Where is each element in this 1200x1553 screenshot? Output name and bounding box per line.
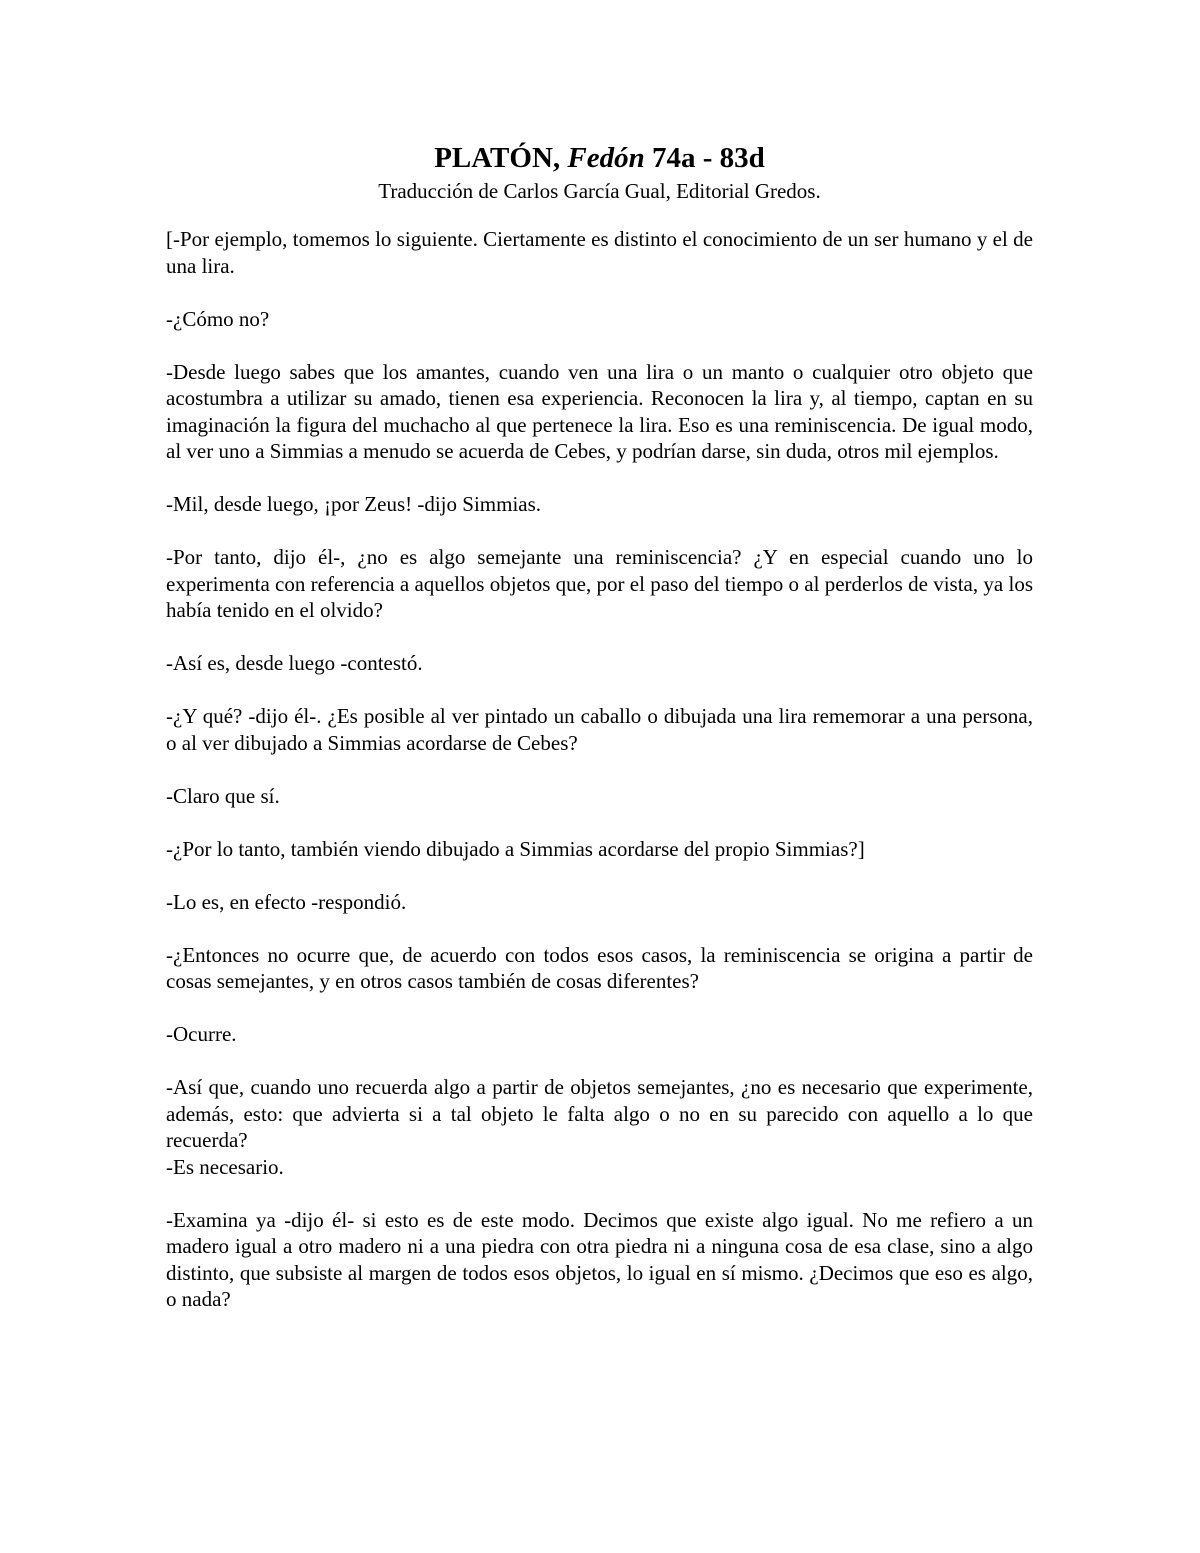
paragraph-13: -Así que, cuando uno recuerda algo a partir de objetos semejantes, ¿no es necesario que experimente, además, esto: que advierta si a tal objeto le falta algo o no en su parecido con aquello a lo que recuerda? — [166, 1075, 1033, 1152]
paragraph-4: -Mil, desde luego, ¡por Zeus! -dijo Simmias. — [166, 492, 542, 516]
title-reference: 74a - 83d — [644, 142, 765, 174]
paragraph-14: -Es necesario. — [166, 1154, 284, 1179]
document-subtitle: Traducción de Carlos García Gual, Editorial Gredos. — [378, 179, 821, 203]
paragraph-3: -Desde luego sabes que los amantes, cuando ven una lira o un manto o cualquier otro objeto que acostumbra a utilizar su amado, tienen esa experiencia. Reconocen la lira y, al tiempo, captan en su imaginación la figura del muchacho al que pertenece la lira. Eso es una reminiscencia. De igual modo, al ver uno a Simmias a menudo se acuerda de Cebes, y podrían darse, sin duda, otros mil ejemplos. — [166, 359, 1033, 463]
paragraph-12: -Ocurre. — [166, 1022, 237, 1046]
paragraph-8: -Claro que sí. — [166, 783, 280, 808]
paragraph-9: -¿Por lo tanto, también viendo dibujado a Simmias acordarse del propio Simmias?] — [166, 836, 865, 861]
paragraph-1: [-Por ejemplo, tomemos lo siguiente. Ciertamente es distinto el conocimiento de un ser humano y el de una lira. — [166, 227, 1033, 278]
title-work: Fedón — [567, 142, 645, 174]
title-author: PLATÓN, — [434, 142, 568, 174]
paragraph-5: -Por tanto, dijo él-, ¿no es algo semejante una reminiscencia? ¿Y en especial cuando uno lo experimenta con referencia a aquellos objetos que, por el paso del tiempo o al perderlos de vista, ya los había tenido en el olvido? — [166, 545, 1033, 622]
paragraph-7: -¿Y qué? -dijo él-. ¿Es posible al ver pintado un caballo o dibujada una lira rememorar a una persona, o al ver dibujado a Simmias acordarse de Cebes? — [166, 704, 1033, 755]
document-page — [166, 138, 1033, 1339]
paragraph-15: -Examina ya -dijo él- si esto es de este modo. Decimos que existe algo igual. No me refiero a un madero igual a otro madero ni a una piedra con otra piedra ni a ninguna cosa de esa clase, sino a algo distinto, que subsiste al margen de todos esos objetos, lo igual en sí mismo. ¿Decimos que eso es algo, o nada? — [166, 1207, 1033, 1311]
paragraph-6: -Así es, desde luego -contestó. — [166, 651, 423, 675]
paragraph-11: -¿Entonces no ocurre que, de acuerdo con todos esos casos, la reminiscencia se origina a partir de cosas semejantes, y en otros casos también de cosas diferentes? — [166, 942, 1033, 993]
paragraph-2: -¿Cómo no? — [166, 306, 270, 331]
document-title — [166, 138, 1033, 178]
paragraph-10: -Lo es, en efecto -respondió. — [166, 889, 407, 914]
